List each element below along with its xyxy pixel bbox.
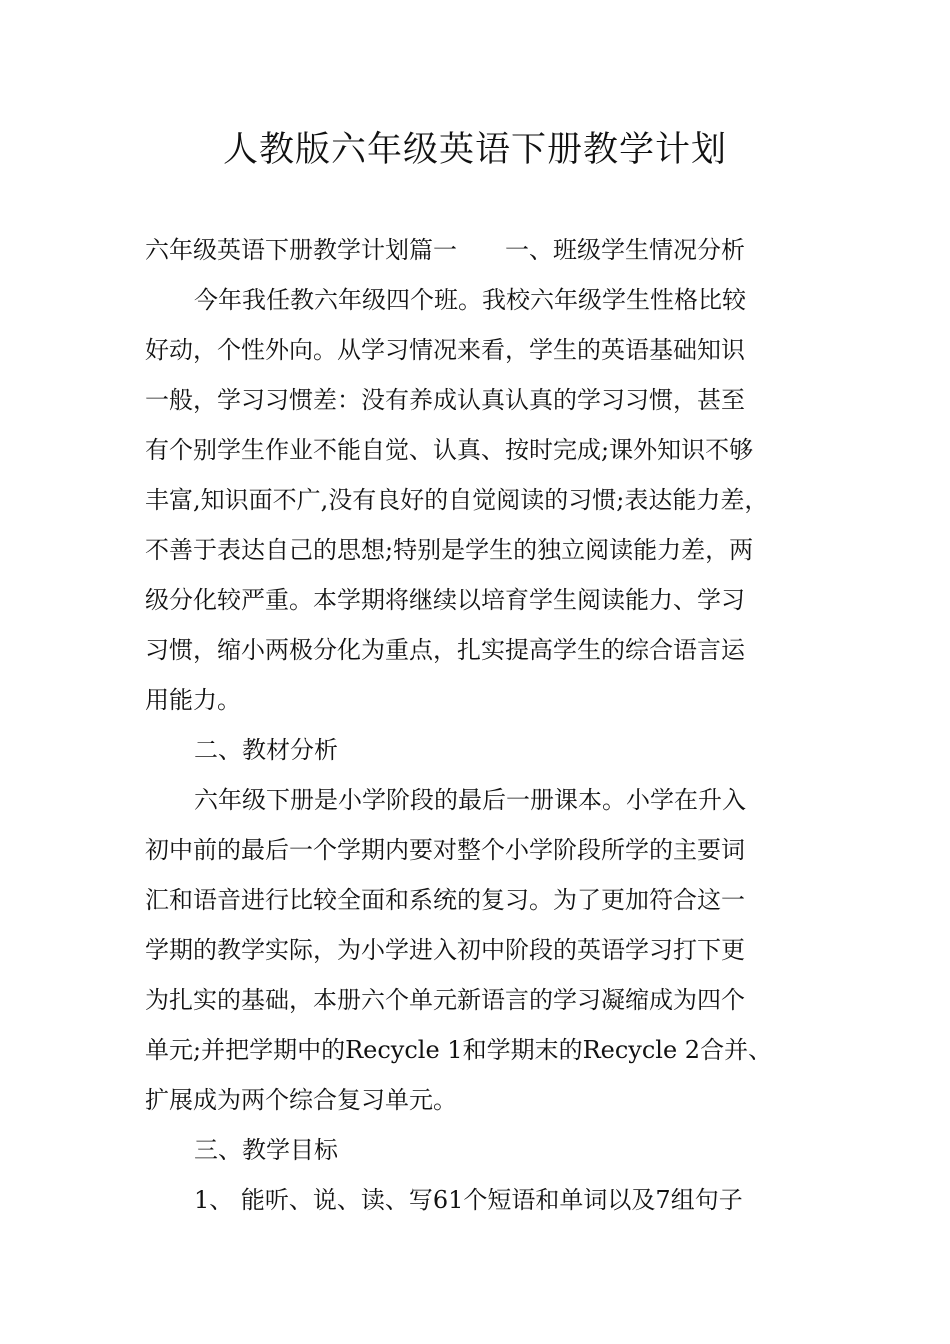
paragraph-line: 丰富,知识面不广,没有良好的自觉阅读的习惯;表达能力差， (145, 486, 769, 514)
paragraph-line: 不善于表达自己的思想;特别是学生的独立阅读能力差，两 (145, 536, 754, 564)
paragraph-line: 级分化较严重。本学期将继续以培育学生阅读能力、学习 (145, 586, 745, 614)
section-heading-1: 一、班级学生情况分析 (505, 236, 745, 264)
paragraph-line: 单元;并把学期中的Recycle 1和学期末的Recycle 2合并、 (145, 1036, 773, 1064)
paragraph-line: 扩展成为两个综合复习单元。 (145, 1086, 457, 1114)
paragraph-line: 一般，学习习惯差：没有养成认真认真的学习习惯，甚至 (145, 386, 745, 414)
paragraph-line: 用能力。 (145, 686, 241, 714)
section-heading-2: 二、教材分析 (194, 736, 338, 764)
paragraph-line: 习惯，缩小两极分化为重点，扎实提高学生的综合语言运 (145, 636, 745, 664)
paragraph-line: 汇和语音进行比较全面和系统的复习。为了更加符合这一 (145, 886, 745, 914)
paragraph-line: 为扎实的基础，本册六个单元新语言的学习凝缩成为四个 (145, 986, 745, 1014)
paragraph-line: 有个别学生作业不能自觉、认真、按时完成;课外知识不够 (145, 436, 754, 464)
paragraph-line: 好动，个性外向。从学习情况来看，学生的英语基础知识 (145, 336, 745, 364)
paragraph-line: 初中前的最后一个学期内要对整个小学阶段所学的主要词 (145, 836, 745, 864)
article-heading: 六年级英语下册教学计划篇一 (145, 236, 457, 264)
section-heading-3: 三、教学目标 (194, 1136, 338, 1164)
document-title: 人教版六年级英语下册教学计划 (222, 130, 727, 170)
paragraph-line: 学期的教学实际，为小学进入初中阶段的英语学习打下更 (145, 936, 745, 964)
paragraph-line: 今年我任教六年级四个班。我校六年级学生性格比较 (194, 286, 746, 314)
paragraph-line: 六年级下册是小学阶段的最后一册课本。小学在升入 (194, 786, 746, 814)
list-item: 1、 能听、说、读、写61个短语和单词以及7组句子 (194, 1186, 743, 1214)
section-intro-line (145, 234, 835, 266)
